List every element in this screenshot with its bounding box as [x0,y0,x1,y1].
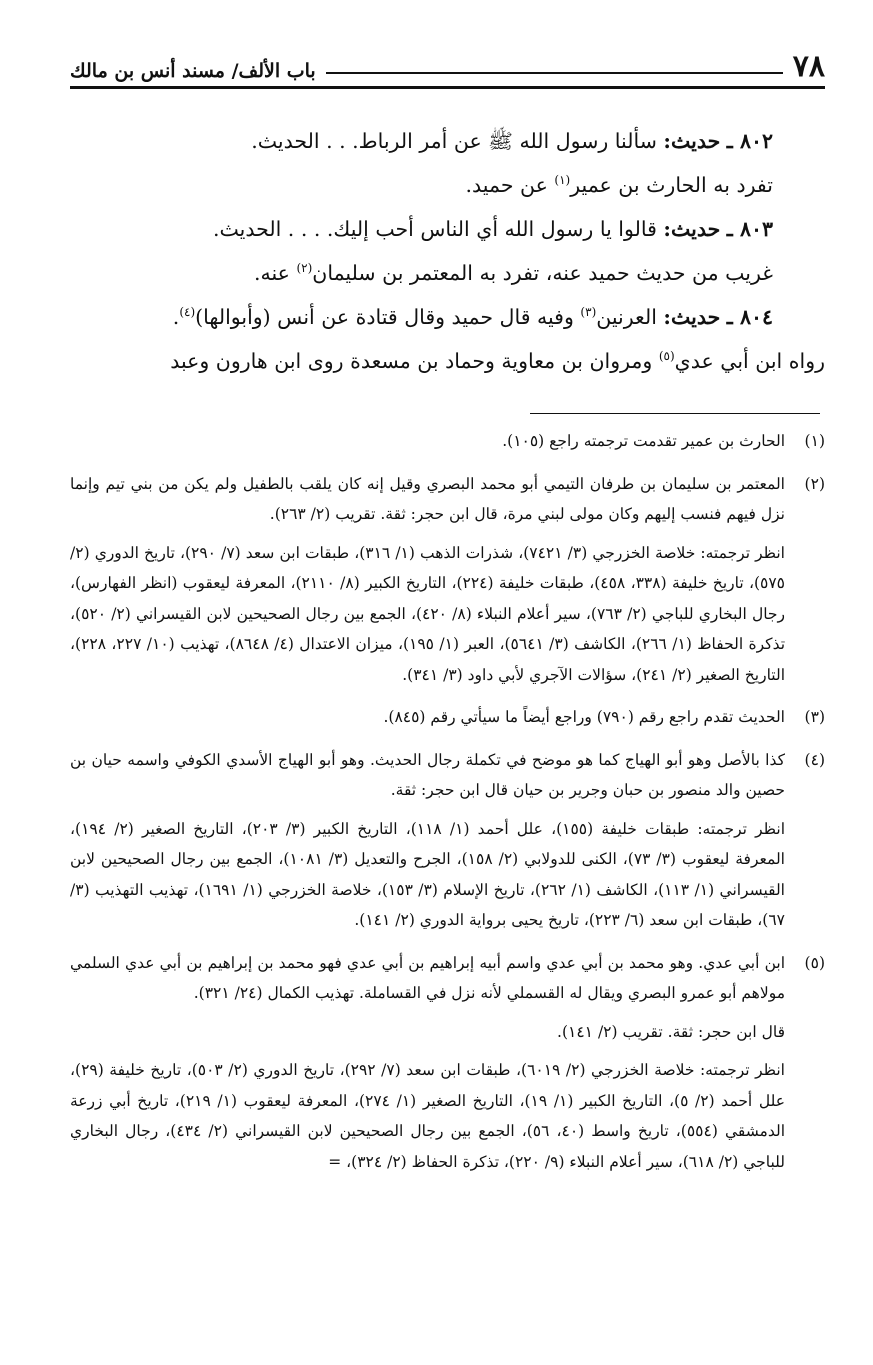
footnote-paragraph: المعتمر بن سليمان بن طرفان التيمي أبو محمد البصري وقيل إنه كان يلقب بالطفيل ولم يكن من بني تيم وإنما نزل فيهم فنسب إليهم وكان مولى لبني مرة، قال ابن حجر: ثقة. تقريب (٢/ ٢٦٣). [70,474,785,523]
hadith-number: ٨٠٣ ـ [726,217,773,241]
main-text [70,119,825,383]
footnote-4 [70,745,825,944]
hadith-text: سألنا رسول الله ﷺ عن أمر الرباط. . . الحديث. [251,129,657,153]
footnote-ref-3[interactable]: (٣) [580,305,597,320]
footnote-ref-4[interactable]: (٤) [179,305,196,320]
footnote-marker: (١) [804,432,825,450]
note-text: رواه ابن أبي عدي [674,349,825,373]
footnote-marker: (٥) [804,953,825,972]
footnotes [70,426,825,1185]
footnote-body [70,702,785,741]
footnote-marker: (٣) [804,708,825,726]
hadith-number: ٨٠٢ ـ [726,129,773,153]
note-text: غريب من حديث حميد عنه، تفرد به المعتمر بن سليمان [312,261,773,285]
footnote-body [70,426,785,465]
footnote-paragraph: كذا بالأصل وهو أبو الهياج كما هو موضح في تكملة رجال الحديث. وهو أبو الهياج الأسدي الكوفي واسمه حيان بن حصين والد منصور بن حبان وجرير بن حيان قال ابن حجر: ثقة. [70,750,785,799]
hadith-text: . [172,305,180,329]
footnote-paragraph: الحارث بن عمير تقدمت ترجمته راجع (١٠٥). [502,432,785,450]
footnote-paragraph: الحديث تقدم راجع رقم (٧٩٠) وراجع أيضاً ما سيأتي رقم (٨٤٥). [383,708,785,726]
note-text: عنه. [253,261,290,285]
footnote-marker: (٢) [804,474,825,493]
footnote-paragraph: ابن أبي عدي. وهو محمد بن أبي عدي واسم أبيه إبراهيم بن أبي عدي فهو محمد بن إبراهيم بن أبي عدي السلمي مولاهم أبو عمرو البصري ويقال له القسملي لأنه نزل في القساملة. تهذيب الكمال (٢٤/ ٣٢١). [70,953,785,1002]
note-line-804 [70,339,825,383]
note-text: ومروان بن معاوية وحماد بن مسعدة روى ابن هارون وعبد [170,349,653,373]
footnote-paragraph: انظر ترجمته: خلاصة الخزرجي (٢/ ٦٠١٩)، طبقات ابن سعد (٧/ ٢٩٢)، تاريخ الدوري (٢/ ٥٠٣)، تاريخ خليفة (٢٩)، علل أحمد (٢/ ٥)، التاريخ الكبير (١/ ١٩)، التاريخ الصغير (١/ ٢٧٤)، المعرفة ليعقوب (١/ ٢١٩)، تاريخ أبي زرعة الدمشقي (٥٥٤)، تاريخ واسط (٤٠، ٥٦)، الجمع بين رجال الصحيحين لابن القيسراني (٢/ ٤٣٤)، رجال البخاري للباجي (٢/ ٦١٨)، سير أعلام النبلاء (٩/ ٢٢٠)، تذكرة الحفاظ (٢/ ٣٢٤)، = [70,1061,786,1171]
page-number: ٧٨ [792,49,825,84]
footnote-ref-2[interactable]: (٢) [296,261,313,276]
footnote-body [70,469,785,699]
hadith-text: العرنين [596,305,657,329]
footnote-paragraph: انظر ترجمته: خلاصة الخزرجي (٣/ ٧٤٢١)، شذرات الذهب (١/ ٣١٦)، طبقات ابن سعد (٧/ ٢٩٠)، تاريخ الدوري (٢/ ٥٧٥)، تاريخ خليفة (٣٣٨، ٤٥٨)، طبقات خليفة (٢٢٤)، التاريخ الكبير (٨/ ٢١١٠)، المعرفة ليعقوب (انظر الفهارس)، رجال البخاري للباجي (٢/ ٧٦٣)، سير أعلام النبلاء (٨/ ٤٢٠)، الجمع بين رجال الصحيحين لابن القيسراني (٢/ ٥٢٠)، تذكرة الحفاظ (١/ ٢٦٦)، الكاشف (٣/ ٥٦٤١)، العبر (١/ ١٩٥)، ميزان الاعتدال (٤/ ٨٦٤٨)، تهذيب (١٠/ ٢٢٧، ٢٢٨)، التاريخ الصغير (٢/ ٢٤١)، سؤالات الآجري لأبي داود (٣/ ٣٤١). [70,543,786,684]
footnote-3 [70,702,825,741]
hadith-label: حديث: [663,217,721,241]
header-divider [326,72,783,74]
note-text: تفرد به الحارث بن عمير [570,173,773,197]
footnote-divider [530,413,820,414]
footnote-paragraph: انظر ترجمته: طبقات خليفة (١٥٥)، علل أحمد (١/ ١١٨)، التاريخ الكبير (٣/ ٢٠٣)، التاريخ الصغير (٢/ ١٩٤)، المعرفة ليعقوب (٣/ ٧٣)، الكنى للدولابي (٢/ ١٥٨)، الجرح والتعديل (٣/ ١٠٨١)، الجمع بين رجال الصحيحين لابن القيسراني (١/ ١١٣)، الكاشف (١/ ٢٦٢)، تاريخ الإسلام (٣/ ١٥٣)، خلاصة الخزرجي (١/ ١٦٩١)، تهذيب التهذيب (٣/ ٦٧)، طبقات ابن سعد (٦/ ٢٢٣)، تاريخ يحيى برواية الدوري (٢/ ١٤١). [70,819,785,929]
hadith-text: وفيه قال حميد وقال قتادة عن أنس (وأبوالها) [195,305,574,329]
hadith-label: حديث: [663,129,721,153]
hadith-text: قالوا يا رسول الله أي الناس أحب إليك. . . . الحديث. [213,217,657,241]
footnote-marker: (٤) [804,750,825,769]
hadith-803 [70,207,825,251]
book-page [70,40,825,1189]
hadith-802 [70,119,825,163]
hadith-number: ٨٠٤ ـ [726,305,773,329]
footnote-5 [70,948,825,1186]
footnote-body [70,948,785,1186]
footnote-paragraph: قال ابن حجر: ثقة. تقريب (٢/ ١٤١). [557,1022,785,1041]
footnote-body [70,745,785,944]
footnote-1 [70,426,825,465]
footnote-ref-5[interactable]: (٥) [658,349,675,364]
footnote-2 [70,469,825,699]
hadith-label: حديث: [663,305,721,329]
running-header [70,40,825,89]
footnote-ref-1[interactable]: (١) [554,173,571,188]
chapter-title: باب الألف/ مسند أنس بن مالك [70,60,316,82]
hadith-804 [70,295,825,339]
note-line-802 [70,163,825,207]
note-line-803 [70,251,825,295]
note-text: عن حميد. [465,173,548,197]
